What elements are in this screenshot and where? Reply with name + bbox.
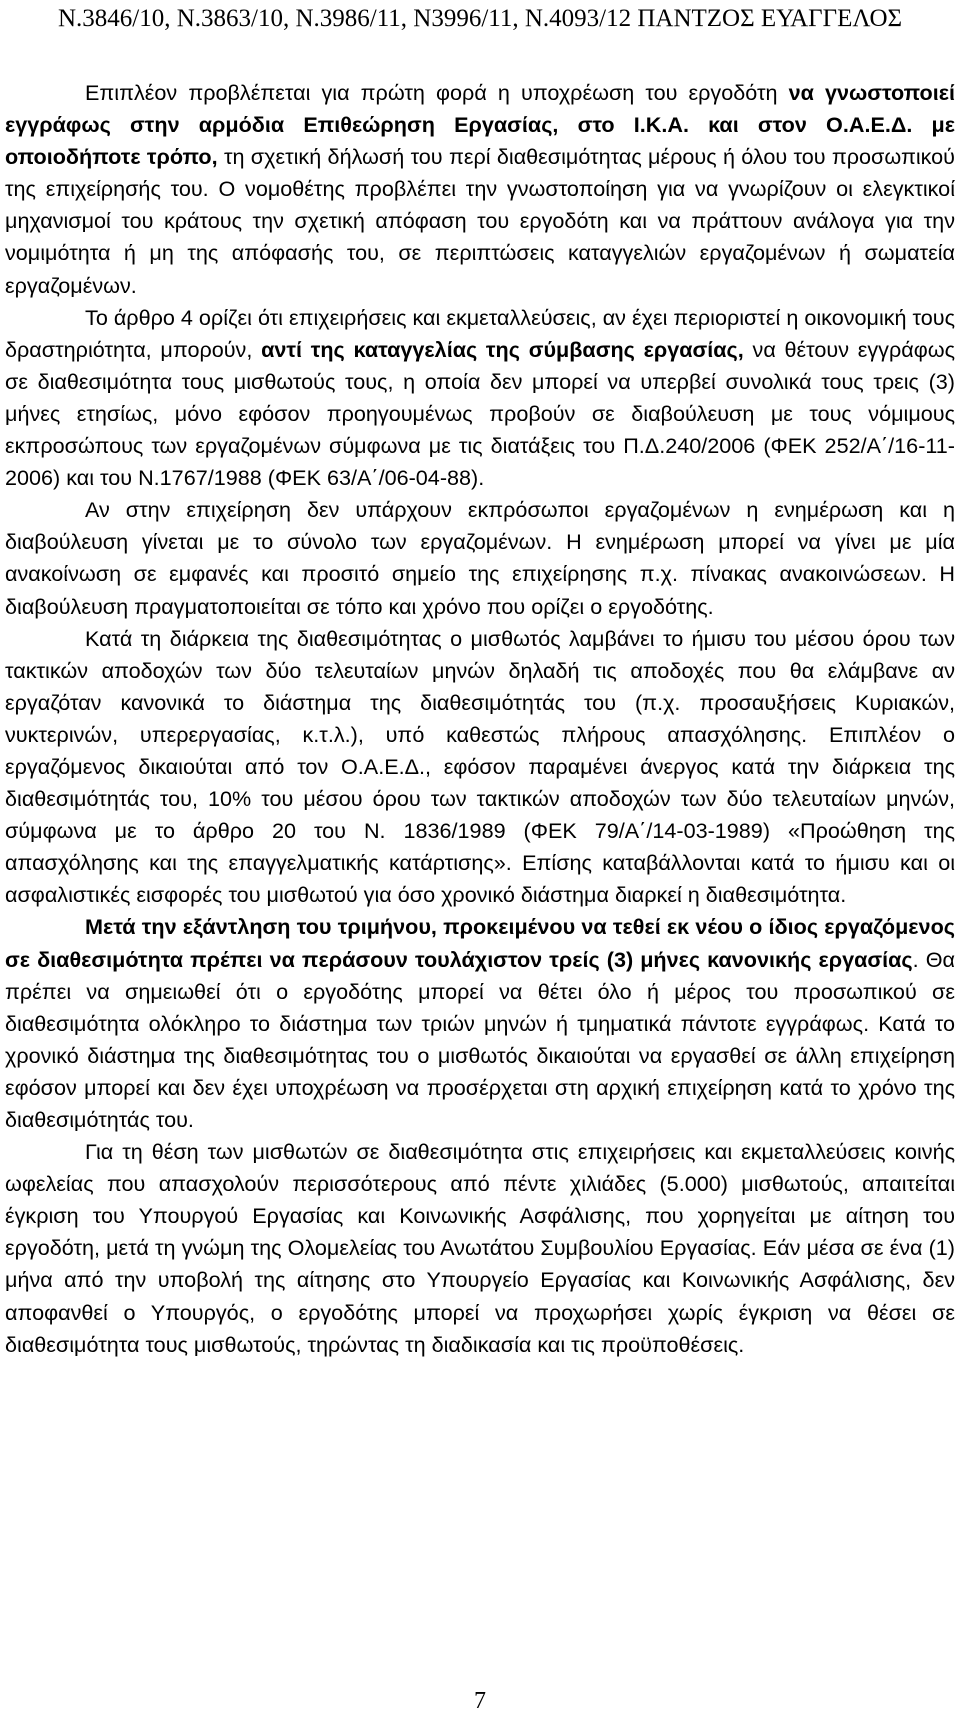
paragraph-1 <box>5 77 955 302</box>
document-body <box>5 77 955 1361</box>
paragraph-4-text-1: Κατά τη διάρκεια της διαθεσιμότητας ο μισθωτός λαμβάνει το ήμισυ του μέσου όρου των τακτικών αποδοχών των δύο τελευταίων μηνών δηλαδή τις αποδοχές που θα ελάμβανε αν εργαζόταν κανονικά το διάστημα της διαθεσιμότητάς του (π.χ. προσαυξήσεις Κυριακών, νυκτερινών, υπερεργασίας, κ.τ.λ.), υπό καθεστώς πλήρους απασχόλησης. Επιπλέον ο εργαζόμενος δικαιούται από τον Ο.Α.Ε.Δ., εφόσον παραμένει άνεργος κατά την διάρκεια της διαθεσιμότητάς του, 10% του μέσου όρου των τακτικών αποδοχών των δύο τελευταίων μηνών, σύμφωνα με το άρθρο 20 του Ν. 1836/1989 (ΦΕΚ 79/Α΄/14-03-1989) «Προώθηση της απασχόλησης και της επαγγελματικής κατάρτισης». Επίσης καταβάλλονται κατά το ήμισυ και οι ασφαλιστικές εισφορές του μισθωτού για όσο χρονικό διάστημα διαρκεί η διαθεσιμότητα. <box>5 625 955 908</box>
paragraph-2 <box>5 302 955 495</box>
paragraph-3-text-1: Αν στην επιχείρηση δεν υπάρχουν εκπρόσωποι εργαζομένων η ενημέρωση και η διαβούλευση γίνεται με το σύνολο των εργαζομένων. Η ενημέρωση μπορεί να γίνει με μία ανακοίνωση σε εμφανές και προσιτό σημείο της επιχείρησης π.χ. πίνακας ανακοινώσεων. Η διαβούλευση πραγματοποιείται σε τόπο και χρόνο που ορίζει ο εργοδότης. <box>5 497 955 619</box>
paragraph-6-text-1: Για τη θέση των μισθωτών σε διαθεσιμότητα στις επιχειρήσεις και εκμεταλλεύσεις κοινής ωφελείας που απασχολούν περισσότερους από πέντε χιλιάδες (5.000) μισθωτούς, απαιτείται έγκριση του Υπουργού Εργασίας και Κοινωνικής Ασφάλισης, που χορηγείται με αίτηση του εργοδότη, μετά τη γνώμη της Ολομελείας του Ανωτάτου Συμβουλίου Εργασίας. Εάν μέσα σε ένα (1) μήνα από την υποβολή της αίτησης στο Υπουργείο Εργασίας και Κοινωνικής Ασφάλισης, δεν αποφανθεί ο Υπουργός, ο εργοδότης μπορεί να προχωρήσει χωρίς έγκριση να θέσει σε διαθεσιμότητα τους μισθωτούς, τηρώντας τη διαδικασία και τις προϋποθέσεις. <box>5 1139 955 1357</box>
paragraph-2-bold-1: αντί της καταγγελίας της σύμβασης εργασίας, <box>261 336 744 362</box>
paragraph-3 <box>5 494 955 622</box>
paragraph-2-text-1: Το άρθρο 4 ορίζει ότι επιχειρήσεις και εκμεταλλεύσεις, αν έχει περιοριστεί η οικονομική τους δραστηριότητα, μπορούν, <box>5 304 956 362</box>
paragraph-1-bold-1: να γνωστοποιεί εγγράφως στην αρμόδια Επιθεώρηση Εργασίας, στο Ι.Κ.Α. και στον Ο.Α.Ε.Δ. με οποιοδήποτε τρόπο, <box>5 80 955 170</box>
paragraph-6 <box>5 1136 955 1361</box>
paragraph-4 <box>5 623 955 912</box>
paragraph-1-text-1: Επιπλέον προβλέπεται για πρώτη φορά η υποχρέωση του εργοδότη <box>85 80 789 105</box>
paragraph-5-bold-1: Μετά την εξάντληση του τριμήνου, προκειμένου να τεθεί εκ νέου ο ίδιος εργαζόμενος σε διαθεσιμότητα πρέπει να περάσουν τουλάχιστον τρείς (3) μήνες κανονικής εργασίας <box>5 914 955 972</box>
page-number: 7 <box>474 1688 486 1714</box>
paragraph-5 <box>5 911 955 1136</box>
document-header: Ν.3846/10, Ν.3863/10, Ν.3986/11, Ν3996/11, Ν.4093/12 ΠΑΝΤΖΟΣ ΕΥΑΓΓΕΛΟΣ <box>57 5 903 32</box>
paragraph-2-text-2: να θέτουν εγγράφως σε διαθεσιμότητα τους μισθωτούς τους, η οποία δεν μπορεί να υπερβεί συνολικά τους τρεις (3) μήνες ετησίως, μόνο εφόσον προηγουμένως προβούν σε διαβούλευση με τους νόμιμους εκπροσώπους των εργαζομένων σύμφωνα με τις διατάξεις του Π.Δ.240/2006 (ΦΕΚ 252/Α΄/16-11-2006) και του Ν.1767/1988 (ΦΕΚ 63/Α΄/06-04-88). <box>5 336 955 491</box>
paragraph-5-text-1: . Θα πρέπει να σημειωθεί ότι ο εργοδότης μπορεί να θέτει όλο ή μέρος του προσωπικού σε διαθεσιμότητα ολόκληρο το διάστημα των τριών μηνών ή τμηματικά πάντοτε εγγράφως. Κατά το χρονικό διάστημα της διαθεσιμότητας του ο μισθωτός δικαιούται να εργασθεί σε άλλη επιχείρηση εφόσον μπορεί και δεν έχει υποχρέωση να προσέρχεται στη αρχική επιχείρηση κατά το χρόνο της διαθεσιμότητάς του. <box>5 946 955 1132</box>
paragraph-1-text-2: τη σχετική δήλωσή του περί διαθεσιμότητας μέρους ή όλου του προσωπικού της επιχείρησής του. Ο νομοθέτης προβλέπει την γνωστοποίηση για να γνωρίζουν οι ελεγκτικοί μηχανισμοί του κράτους την σχετική απόφαση του εργοδότη και να πράττουν ανάλογα για την νομιμότητα ή μη της απόφασής του, σε περιπτώσεις καταγγελιών εργαζομένων ή σωματεία εργαζομένων. <box>5 144 955 298</box>
